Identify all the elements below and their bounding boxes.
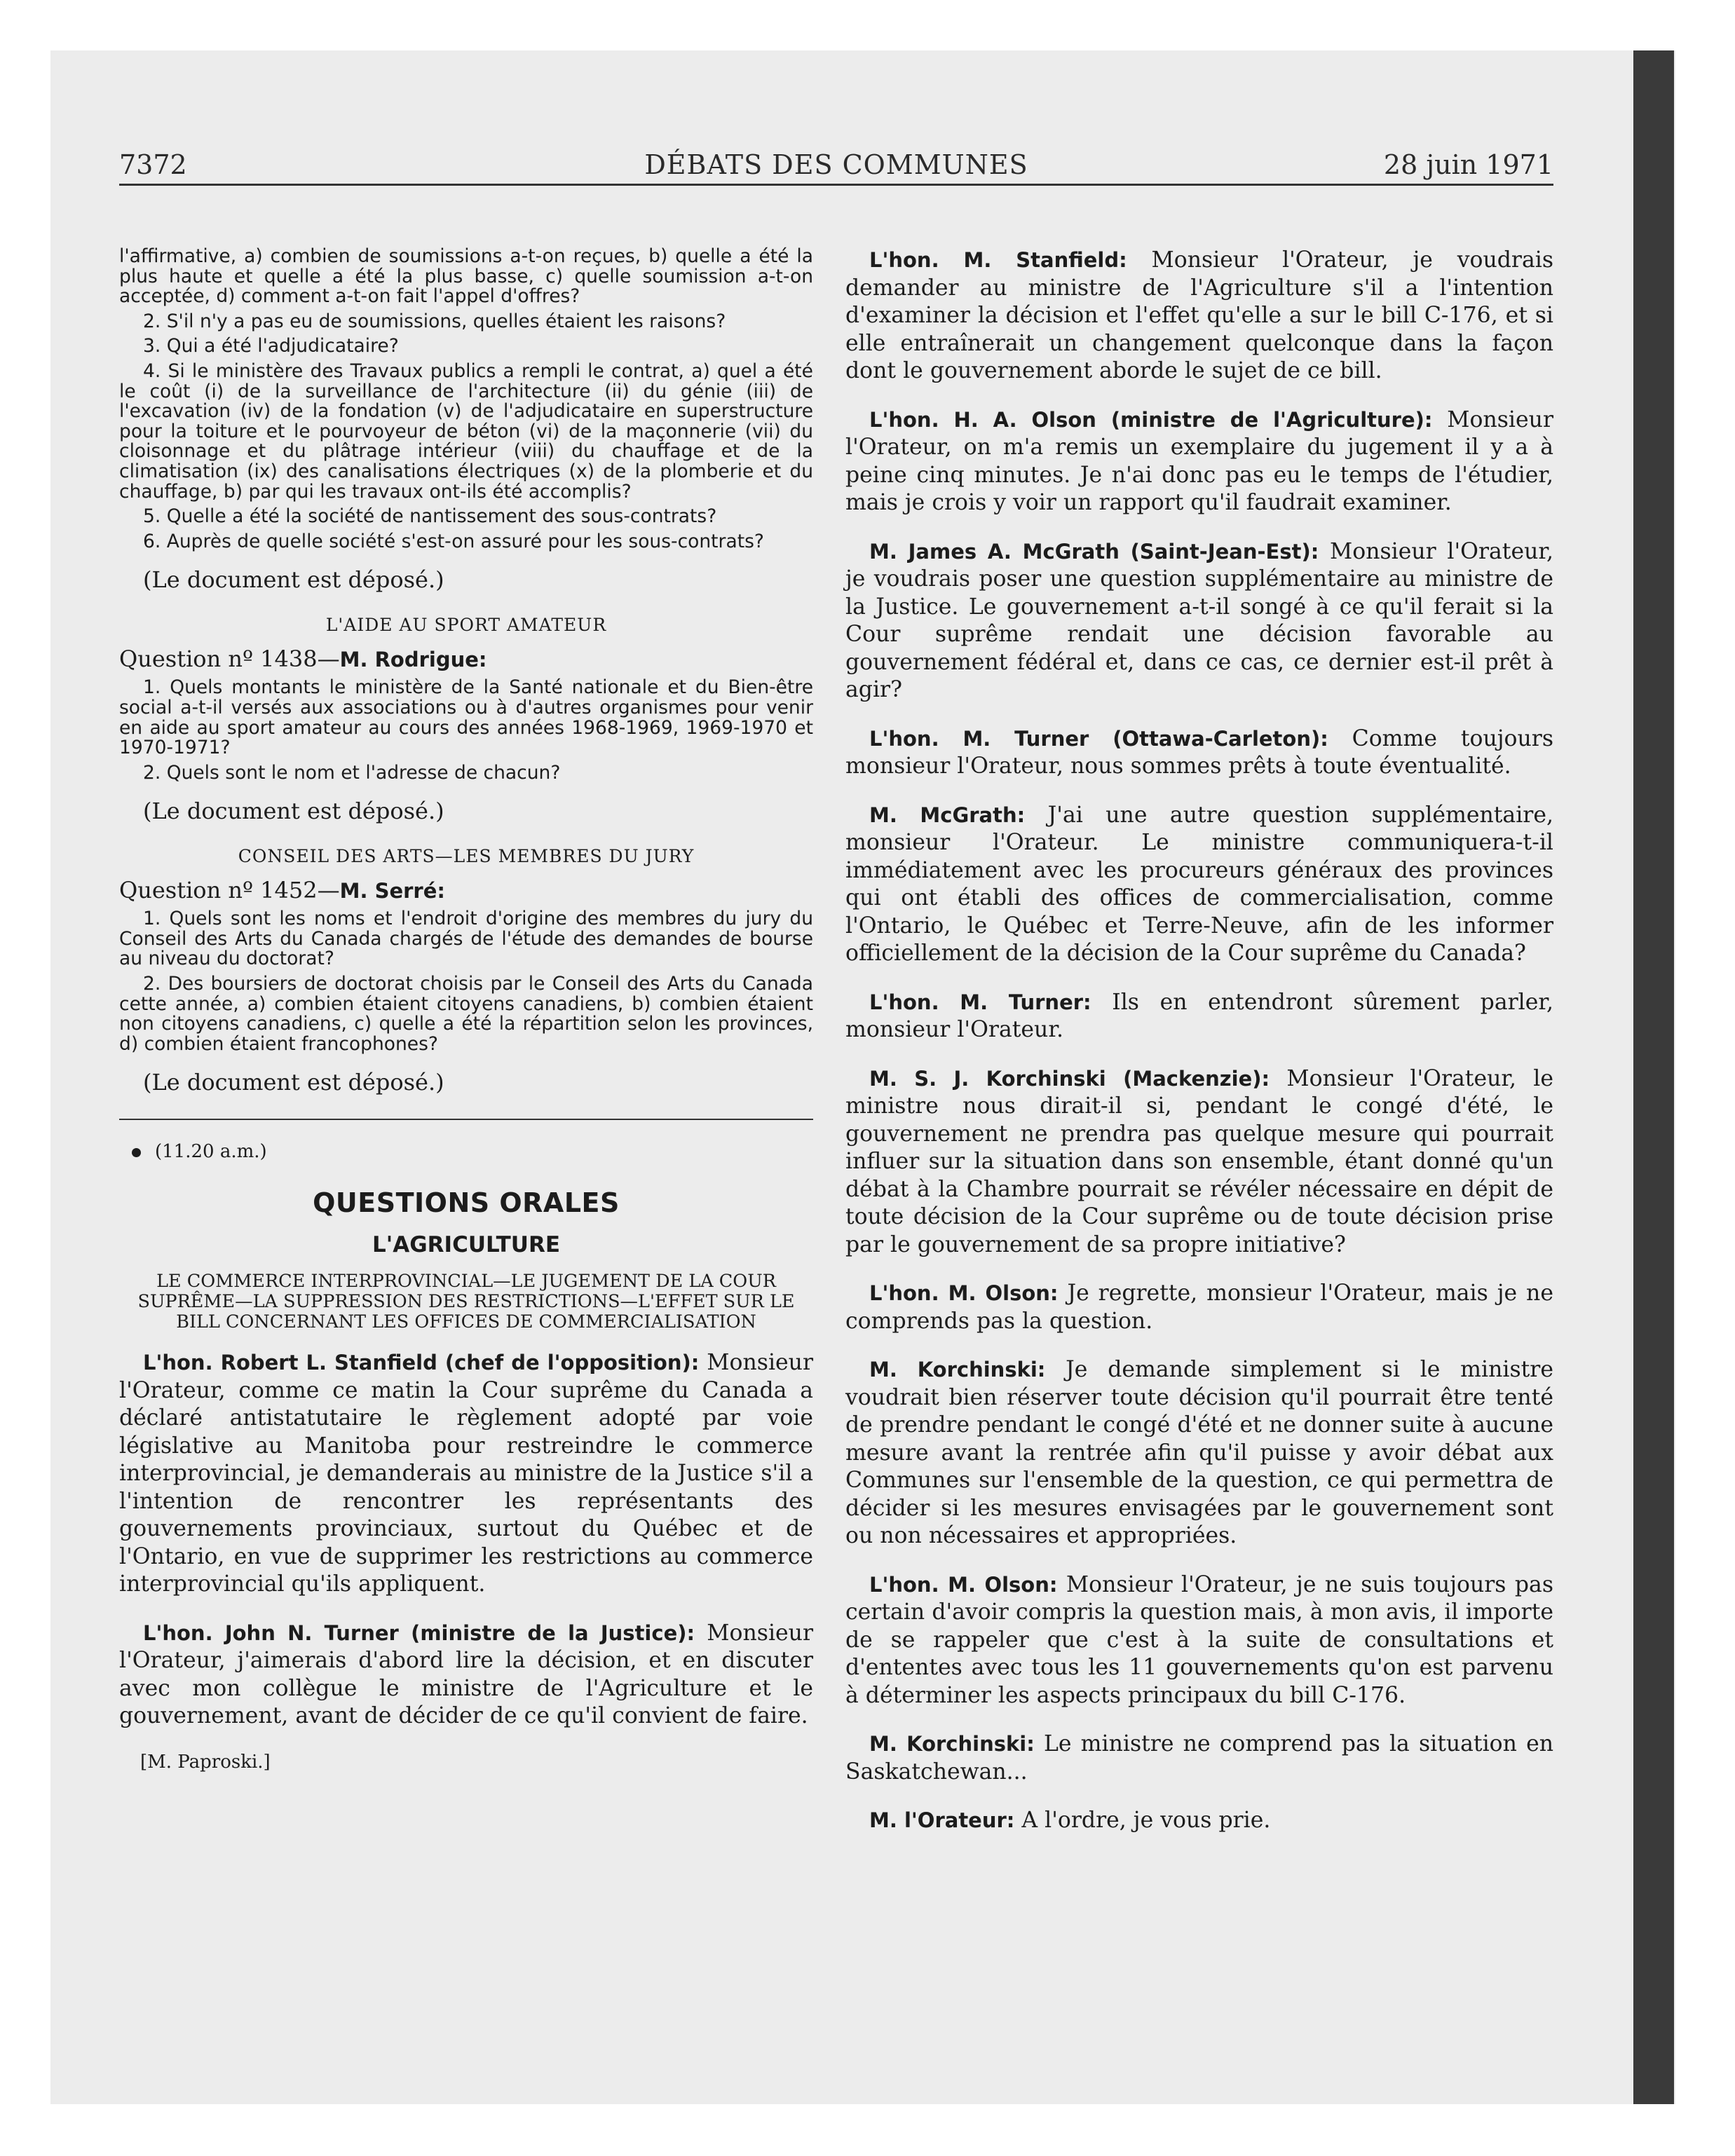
right-column [845,247,1553,1856]
main-heading: QUESTIONS ORALES [313,1187,620,1219]
question-item: 3. Qui a été l'adjudicataire? [143,335,399,357]
topic-heading: LE COMMERCE INTERPROVINCIAL—LE JUGEMENT DE LA COUR SUPRÊME—LA SUPPRESSION DES RESTRICTIONS—L'EFFET SUR LE BILL CONCERNANT LES OFFICES DE COMMERCIALISATION [137,1271,795,1333]
speech-paragraph: M. James A. McGrath (Saint-Jean-Est): Monsieur l'Orateur, je voudrais poser une question supplémentaire au ministre de la Justice. Le gouvernement a-t-il songé à ce qu'il ferait si la Cour suprême rendait une décision favorable au gouvernement fédéral et, dans ce cas, ce dernier est-il prêt à agir? [845,538,1553,702]
question-item: 2. Des boursiers de doctorat choisis par le Conseil des Arts du Canada cette année, a) combien étaient citoyens canadiens, b) combien étaient non citoyens canadiens, c) quelle a été la répartition selon les provinces, d) combien étaient francophones? [119,973,813,1055]
tabled-note: (Le document est déposé.) [143,1069,444,1096]
question-item: 2. S'il n'y a pas eu de soumissions, quelles étaient les raisons? [143,310,726,332]
page-number: 7372 [119,149,187,180]
speech-paragraph: L'hon. M. Turner (Ottawa-Carleton): Comme toujours monsieur l'Orateur, nous sommes prêts à toute éventualité. [845,725,1553,779]
tabled-note: (Le document est déposé.) [143,798,444,825]
question-item: 6. Auprès de quelle société s'est-on assuré pour les sous-contrats? [143,530,764,552]
publication-title: DÉBATS DES COMMUNES [644,149,1028,180]
question-item: 1. Quels sont les noms et l'endroit d'origine des membres du jury du Conseil des Arts du Canada chargés de l'étude des demandes de bourse au niveau du doctorat? [119,908,813,970]
question-item: 2. Quels sont le nom et l'adresse de chacun? [143,761,561,784]
question-heading: Question nº 1452—M. Serré: [119,877,446,904]
page-date: 28 juin 1971 [1383,149,1553,180]
speaker-note: [M. Paproski.] [140,1751,271,1773]
speech-paragraph: M. Korchinski: Je demande simplement si le ministre voudrait bien réserver toute décision qu'il pourrait être tenté de prendre pendant le congé d'été et ne donner suite à aucune mesure avant la rentrée afin qu'il puisse y avoir débat aux Communes sur l'ensemble de la question, ce qui permettra de décider si les mesures envisagées par le gouvernement sont ou non nécessaires et appropriées. [845,1357,1553,1548]
speech-paragraph: L'hon. M. Olson: Je regrette, monsieur l'Orateur, mais je ne comprends pas la question. [845,1281,1553,1334]
speech-paragraph: L'hon. M. Olson: Monsieur l'Orateur, je ne suis toujours pas certain d'avoir compris la question mais, à mon avis, il importe de se rappeler que c'est à la suite de consultations et d'ententes avec tous les 11 gouvernements qu'on est parvenu à déterminer les aspects principaux du bill C-176. [845,1571,1553,1708]
time-stamp: (11.20 a.m.) [132,1141,813,1162]
scan-edge [1633,50,1674,2104]
speech-paragraph: L'hon. M. Turner: Ils en entendront sûrement parler, monsieur l'Orateur. [845,989,1553,1042]
header-rule [119,184,1553,186]
speech-paragraph: M. Korchinski: Le ministre ne comprend pas la situation en Saskatchewan... [845,1731,1553,1785]
question-item: l'affirmative, a) combien de soumissions a-t-on reçues, b) quelle a été la plus haute et quelle a été la plus basse, c) quelle soumission a-t-on acceptée, d) comment a-t-on fait l'appel d'offres? [119,245,813,308]
left-column [119,247,813,1773]
speech-paragraph: L'hon. M. Stanfield: Monsieur l'Orateur, je voudrais demander au ministre de l'Agriculture s'il a l'intention d'examiner la décision et l'effet qu'elle a sur le bill C-176, et si elle entraînerait un changement quelconque dans la façon dont le gouvernement aborde le sujet de ce bill. [845,247,1553,383]
sub-heading: L'AGRICULTURE [372,1232,560,1258]
tabled-note: (Le document est déposé.) [143,566,444,594]
question-item: 5. Quelle a été la société de nantissement des sous-contrats? [143,505,717,528]
bullet-icon [132,1148,141,1157]
speech-paragraph: M. S. J. Korchinski (Mackenzie): Monsieur l'Orateur, le ministre nous dirait-il si, pendant le congé d'été, le gouvernement ne prendra pas quelque mesure qui pourrait influer sur la situation dans son ensemble, étant donné qu'un débat à la Chambre pourrait se révéler nécessaire en dépit de toute décision de la Cour suprême ou de toute décision prise par le gouvernement de sa propre initiative? [845,1065,1553,1257]
speech-paragraph: L'hon. H. A. Olson (ministre de l'Agriculture): Monsieur l'Orateur, on m'a remis un exemplaire du jugement il y a à peine cinq minutes. Je n'ai donc pas eu le temps de l'étudier, mais je crois y voir un rapport qu'il faudrait examiner. [845,407,1553,515]
page-header [119,149,1553,186]
section-heading: CONSEIL DES ARTS—LES MEMBRES DU JURY [238,846,695,867]
speech-paragraph: L'hon. John N. Turner (ministre de la Justice): Monsieur l'Orateur, j'aimerais d'abord lire la décision, et en discuter avec mon collègue le ministre de l'Agriculture et le gouvernement, avant de décider de ce qu'il convient de faire. [119,1620,814,1729]
section-heading: L'AIDE AU SPORT AMATEUR [325,615,607,636]
question-item: 4. Si le ministère des Travaux publics a rempli le contrat, a) quel a été le coût (i) de la surveillance de l'architecture (ii) du génie (iii) de l'excavation (iv) de la fondation (v) de l'adjudicataire en superstructure pour la toiture et le pourvoyeur de béton (vi) de la maçonnerie (vii) du cloisonnage et du plâtrage intérieur (viii) du chauffage et de la climatisation (ix) des canalisations électriques (x) de la plomberie et du chauffage, b) par qui les travaux ont-ils été accomplis? [119,360,813,503]
section-rule [119,1119,813,1120]
speech-paragraph: M. McGrath: J'ai une autre question supplémentaire, monsieur l'Orateur. Le ministre communiquera-t-il immédiatement avec les procureurs généraux des provinces qui ont établi des offices de commercialisation, comme l'Ontario, le Québec et Terre-Neuve, afin de les informer officiellement de la décision de la Cour suprême du Canada? [845,802,1553,966]
speech-paragraph: M. l'Orateur: A l'ordre, je vous prie. [869,1808,1271,1833]
question-heading: Question nº 1438—M. Rodrigue: [119,646,487,673]
question-item: 1. Quels montants le ministère de la Santé nationale et du Bien-être social a-t-il versés aux associations ou à d'autres organismes pour venir en aide au sport amateur au cours des années 1968-1969, 1969-1970 et 1970-1971? [119,676,813,759]
speech-paragraph: L'hon. Robert L. Stanfield (chef de l'opposition): Monsieur l'Orateur, comme ce matin la Cour suprême du Canada a déclaré antistatutaire le règlement adopté par voie législative au Manitoba pour restreindre le commerce interprovincial, je demanderais au ministre de la Justice s'il a l'intention de rencontrer les représentants des gouvernements provinciaux, surtout du Québec et de l'Ontario, en vue de supprimer les restrictions au commerce interprovincial qu'ils appliquent. [119,1350,814,1597]
